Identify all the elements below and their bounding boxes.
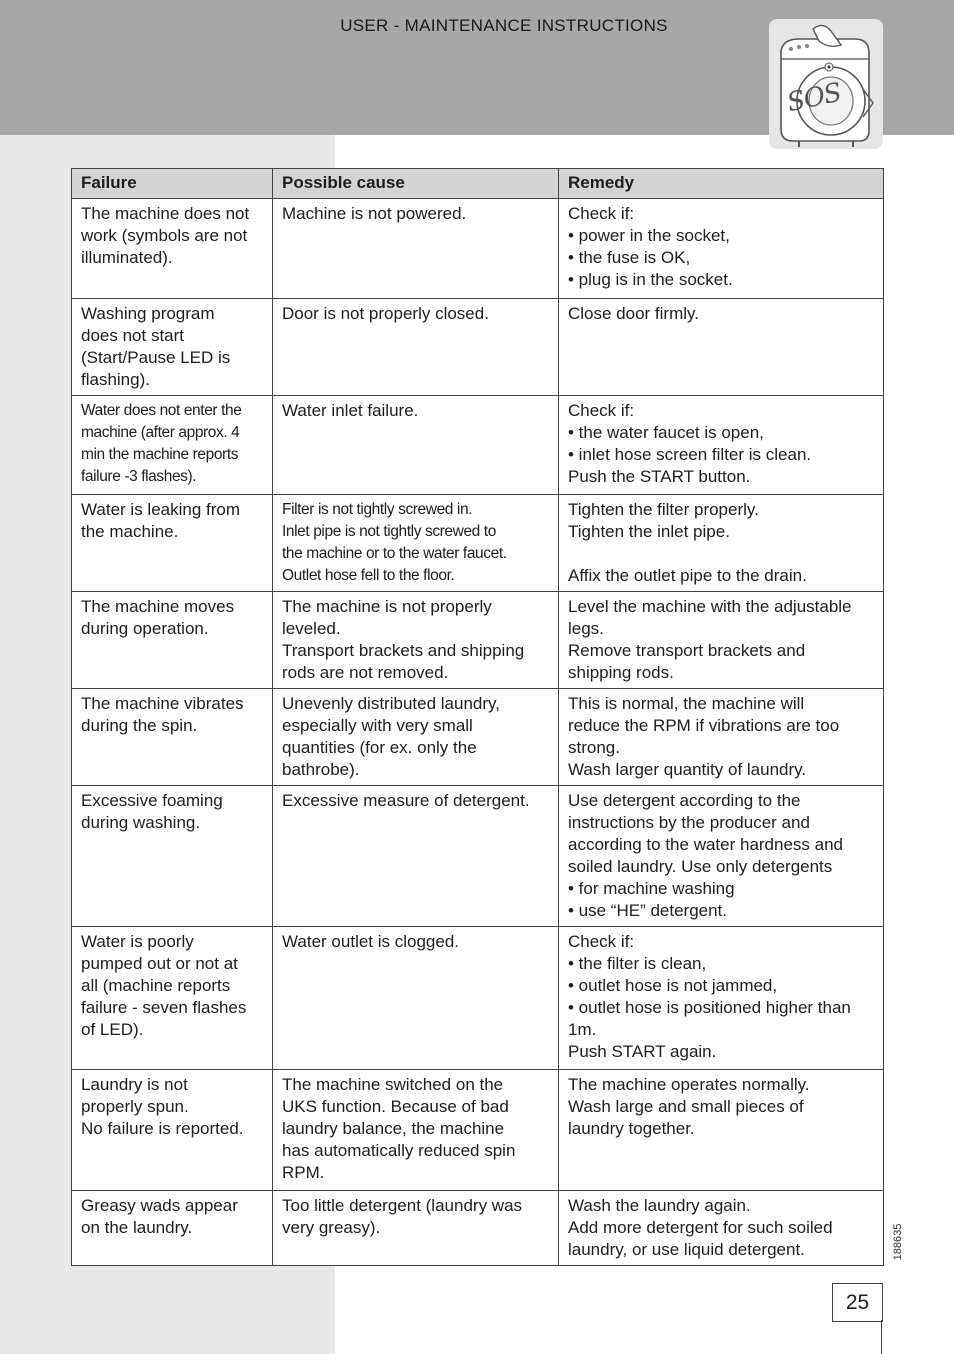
remedy-line: Tighten the filter properly.: [568, 500, 759, 519]
remedy-line: laundry together.: [568, 1119, 695, 1138]
cause-line: very greasy).: [282, 1218, 381, 1237]
remedy-line: • outlet hose is not jammed,: [568, 976, 778, 995]
failure-line: The machine does not: [81, 204, 250, 223]
remedy-line: laundry, or use liquid detergent.: [568, 1240, 805, 1259]
table-row: [72, 1191, 884, 1266]
failure-line: failure -3 flashes).: [81, 468, 197, 485]
failure-line: Water is poorly: [81, 932, 194, 951]
failure-line: Water is leaking from: [81, 500, 241, 519]
failure-line: Excessive foaming: [81, 791, 223, 810]
table-row: [72, 199, 884, 299]
table-row: [72, 592, 884, 689]
remedy-line: Check if:: [568, 401, 635, 420]
cell-failure: [72, 199, 273, 299]
cell-failure: [72, 1070, 273, 1191]
failure-line: machine (after approx. 4: [81, 424, 240, 441]
sos-logo: [769, 19, 883, 149]
cause-line: leveled.: [282, 619, 341, 638]
cell-remedy: [559, 495, 884, 592]
remedy-line: Wash large and small pieces of: [568, 1097, 804, 1116]
remedy-line: • plug is in the socket.: [568, 270, 733, 289]
cell-cause: [273, 592, 559, 689]
cell-remedy: [559, 592, 884, 689]
cell-remedy: [559, 927, 884, 1070]
page-rule: [881, 1320, 882, 1354]
page-header-title: USER - MAINTENANCE INSTRUCTIONS: [340, 16, 668, 35]
failure-line: Water does not enter the: [81, 402, 242, 419]
remedy-line: legs.: [568, 619, 604, 638]
table-row: [72, 927, 884, 1070]
cause-line: RPM.: [282, 1163, 325, 1182]
column-header-remedy: Remedy: [559, 169, 884, 199]
failure-line: The machine moves: [81, 597, 235, 616]
troubleshooting-table: [71, 168, 884, 1266]
failure-line: Greasy wads appear: [81, 1196, 238, 1215]
cell-remedy: [559, 786, 884, 927]
cell-remedy: [559, 1070, 884, 1191]
remedy-line: • inlet hose screen filter is clean.: [568, 445, 812, 464]
cell-cause: [273, 495, 559, 592]
remedy-line: instructions by the producer and: [568, 813, 810, 832]
table-header-row: [72, 169, 884, 199]
remedy-line: shipping rods.: [568, 663, 674, 682]
cause-line: Machine is not powered.: [282, 204, 467, 223]
cause-line: Outlet hose fell to the floor.: [282, 567, 455, 584]
remedy-line: Check if:: [568, 932, 635, 951]
failure-line: properly spun.: [81, 1097, 189, 1116]
remedy-line: 1m.: [568, 1020, 597, 1039]
remedy-line: Check if:: [568, 204, 635, 223]
cause-line: The machine is not properly: [282, 597, 492, 616]
remedy-line: • the filter is clean,: [568, 954, 707, 973]
cell-cause: [273, 689, 559, 786]
table-row: [72, 299, 884, 396]
remedy-line: strong.: [568, 738, 620, 757]
remedy-line: • the water faucet is open,: [568, 423, 764, 442]
failure-line: on the laundry.: [81, 1218, 193, 1237]
remedy-line: Add more detergent for such soiled: [568, 1218, 833, 1237]
cause-line: Water inlet failure.: [282, 401, 419, 420]
remedy-line: • for machine washing: [568, 879, 735, 898]
table-body: [72, 199, 884, 1266]
cell-failure: [72, 592, 273, 689]
cell-remedy: [559, 299, 884, 396]
table-row: [72, 396, 884, 495]
remedy-line: This is normal, the machine will: [568, 694, 805, 713]
failure-line: during operation.: [81, 619, 209, 638]
remedy-line: Wash larger quantity of laundry.: [568, 760, 807, 779]
failure-line: of LED).: [81, 1020, 144, 1039]
column-header-failure: Failure: [72, 169, 273, 199]
sos-logo-text: SOS: [784, 77, 844, 119]
cell-cause: [273, 927, 559, 1070]
table-row: [72, 689, 884, 786]
column-header-cause: Possible cause: [273, 169, 559, 199]
page-number: 25: [832, 1283, 883, 1322]
remedy-line: The machine operates normally.: [568, 1075, 810, 1094]
remedy-line: Remove transport brackets and: [568, 641, 806, 660]
failure-line: flashing).: [81, 370, 150, 389]
cell-cause: [273, 1070, 559, 1191]
cause-line: Water outlet is clogged.: [282, 932, 460, 951]
failure-line: all (machine reports: [81, 976, 231, 995]
failure-line: the machine.: [81, 522, 179, 541]
remedy-line: reduce the RPM if vibrations are too: [568, 716, 840, 735]
cell-failure: [72, 786, 273, 927]
cause-line: Filter is not tightly screwed in.: [282, 501, 473, 518]
cell-remedy: [559, 396, 884, 495]
cell-failure: [72, 299, 273, 396]
cell-cause: [273, 199, 559, 299]
cell-remedy: [559, 1191, 884, 1266]
failure-line: during the spin.: [81, 716, 198, 735]
cell-remedy: [559, 689, 884, 786]
cause-line: quantities (for ex. only the: [282, 738, 477, 757]
remedy-line: Use detergent according to the: [568, 791, 801, 810]
failure-line: failure - seven flashes: [81, 998, 247, 1017]
failure-line: min the machine reports: [81, 446, 239, 463]
remedy-line: • outlet hose is positioned higher than: [568, 998, 851, 1017]
remedy-line: according to the water hardness and: [568, 835, 844, 854]
cause-line: Door is not properly closed.: [282, 304, 489, 323]
remedy-line: soiled laundry. Use only detergents: [568, 857, 833, 876]
failure-line: during washing.: [81, 813, 201, 832]
cause-line: rods are not removed.: [282, 663, 449, 682]
remedy-line: • the fuse is OK,: [568, 248, 691, 267]
remedy-line: Affix the outlet pipe to the drain.: [568, 566, 807, 585]
cause-line: has automatically reduced spin: [282, 1141, 516, 1160]
remedy-line: Push START again.: [568, 1042, 717, 1061]
failure-line: does not start: [81, 326, 185, 345]
cell-failure: [72, 396, 273, 495]
failure-line: Washing program: [81, 304, 215, 323]
remedy-line: Tighten the inlet pipe.: [568, 522, 730, 541]
cell-failure: [72, 689, 273, 786]
cell-cause: [273, 299, 559, 396]
document-code: 188635: [892, 1223, 904, 1261]
table-row: [72, 786, 884, 927]
cause-line: the machine or to the water faucet.: [282, 545, 507, 562]
failure-line: work (symbols are not: [81, 226, 248, 245]
remedy-line: Close door firmly.: [568, 304, 699, 323]
remedy-line: Push the START button.: [568, 467, 751, 486]
remedy-line: • power in the socket,: [568, 226, 730, 245]
failure-line: illuminated).: [81, 248, 173, 267]
remedy-line: • use “HE” detergent.: [568, 901, 728, 920]
failure-line: No failure is reported.: [81, 1119, 244, 1138]
cause-line: especially with very small: [282, 716, 473, 735]
remedy-line: Wash the laundry again.: [568, 1196, 751, 1215]
cause-line: UKS function. Because of bad: [282, 1097, 509, 1116]
cell-cause: [273, 1191, 559, 1266]
cause-line: Unevenly distributed laundry,: [282, 694, 500, 713]
cell-failure: [72, 927, 273, 1070]
remedy-line: Level the machine with the adjustable: [568, 597, 852, 616]
cell-cause: [273, 786, 559, 927]
remedy-line: [568, 543, 874, 565]
cause-line: Excessive measure of detergent.: [282, 791, 530, 810]
cell-failure: [72, 1191, 273, 1266]
cause-line: Transport brackets and shipping: [282, 641, 525, 660]
failure-line: Laundry is not: [81, 1075, 188, 1094]
failure-line: (Start/Pause LED is: [81, 348, 231, 367]
cell-remedy: [559, 199, 884, 299]
failure-line: pumped out or not at: [81, 954, 238, 973]
cause-line: bathrobe).: [282, 760, 360, 779]
failure-line: The machine vibrates: [81, 694, 244, 713]
cell-failure: [72, 495, 273, 592]
table-row: [72, 1070, 884, 1191]
cause-line: Too little detergent (laundry was: [282, 1196, 523, 1215]
cause-line: The machine switched on the: [282, 1075, 504, 1094]
cell-cause: [273, 396, 559, 495]
table-row: [72, 495, 884, 592]
document-code-vertical: [888, 1222, 908, 1262]
cause-line: Inlet pipe is not tightly screwed to: [282, 523, 496, 540]
cause-line: laundry balance, the machine: [282, 1119, 505, 1138]
